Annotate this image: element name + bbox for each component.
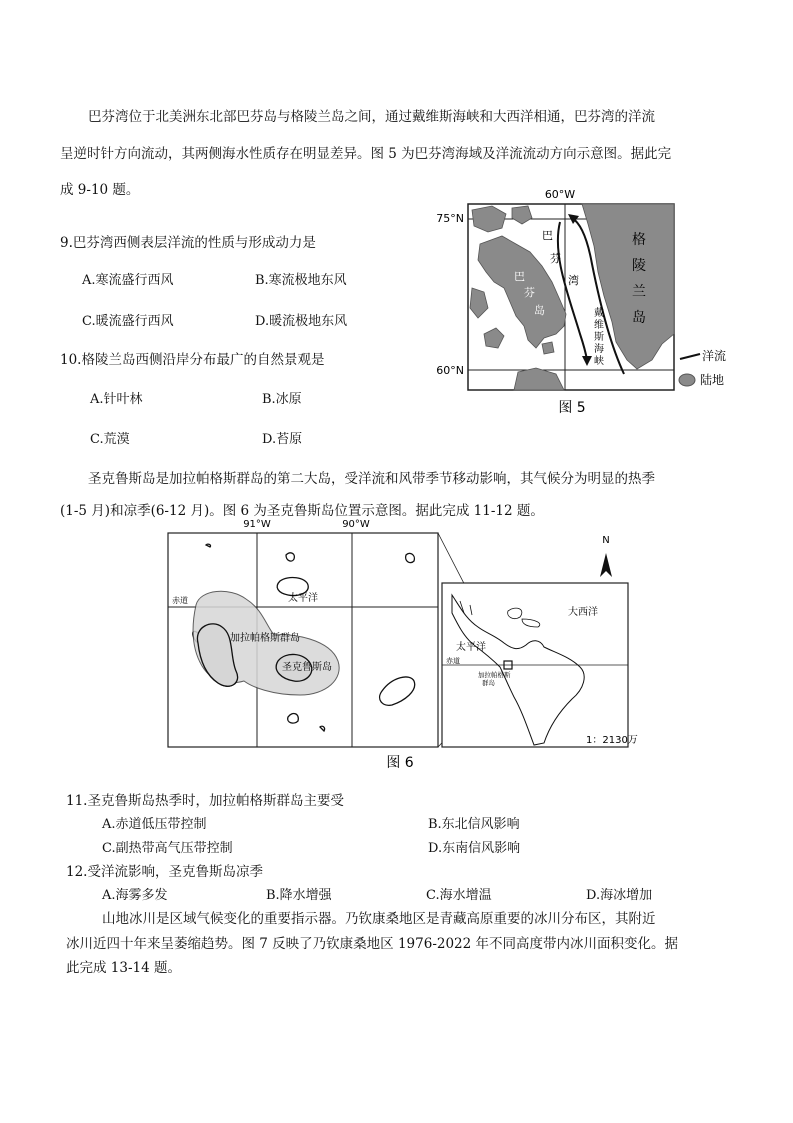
north-arrow-icon	[600, 553, 612, 577]
question-12-option-c: C.海水增温	[426, 888, 492, 903]
inset-equator-label: 赤道	[446, 657, 460, 665]
label-baffin-island-2: 芬	[524, 286, 535, 299]
label-baffin-island-3: 岛	[534, 304, 545, 317]
intro-baffin-line3: 成 9-10 题。	[60, 182, 140, 198]
question-10-option-a: A.针叶林	[90, 392, 143, 407]
legend-land-label: 陆地	[700, 373, 725, 387]
inset-galapagos-label-2: 群岛	[482, 679, 495, 687]
question-11-stem: 11.圣克鲁斯岛热季时，加拉帕格斯群岛主要受	[66, 793, 344, 809]
inset-galapagos-label-1: 加拉帕格斯	[478, 671, 511, 679]
fig6-equator-label: 赤道	[172, 596, 188, 605]
intro-santa-cruz-line1: 圣克鲁斯岛是加拉帕格斯群岛的第二大岛，受洋流和风带季节移动影响，其气候分为明显的热季	[88, 471, 655, 487]
question-10-option-d: D.苔原	[262, 432, 303, 447]
label-greenland-3: 兰	[632, 284, 646, 300]
inset-atlantic-label: 大西洋	[568, 607, 598, 618]
question-9-option-d: D.暖流极地东风	[255, 314, 348, 329]
label-davis-5: 峡	[594, 356, 604, 367]
fig5-lon-label: 60°W	[544, 188, 576, 201]
question-9-option-b: B.寒流极地东风	[255, 273, 347, 288]
fig5-lat-bottom-label: 60°N	[436, 364, 464, 377]
label-davis-4: 海	[594, 344, 604, 355]
label-baffin-bay-3: 湾	[568, 274, 579, 287]
question-12-stem: 12.受洋流影响，圣克鲁斯岛凉季	[66, 864, 263, 880]
label-baffin-bay-2: 芬	[550, 252, 561, 265]
question-10-option-c: C.荒漠	[90, 432, 130, 447]
question-11-option-c: C.副热带高气压带控制	[102, 841, 233, 856]
label-baffin-bay-1: 巴	[542, 229, 553, 242]
intro-glacier-line2: 冰川近四十年来呈萎缩趋势。图 7 反映了乃钦康桑地区 1976-2022 年不同高度带内冰川面积变化。据	[66, 936, 679, 952]
fig5-lat-top-label: 75°N	[436, 212, 464, 225]
fig6-lon1-label: 91°W	[243, 519, 271, 530]
fig6-pacific-label: 太平洋	[288, 593, 318, 604]
figure-6-caption: 图 6	[386, 755, 414, 771]
intro-baffin-line2: 呈逆时针方向流动，其两侧海水性质存在明显差异。图 5 为巴芬湾海域及洋流流动方向示意图。据此完	[60, 146, 672, 162]
question-12-option-a: A.海雾多发	[102, 888, 168, 903]
label-davis-1: 戴	[594, 308, 604, 319]
figure-6-galapagos-map	[160, 515, 640, 775]
label-greenland-4: 岛	[632, 310, 646, 326]
fig6-galapagos-label: 加拉帕格斯群岛	[230, 633, 300, 644]
legend-current-label: 洋流	[702, 349, 727, 363]
intro-baffin-line1: 巴芬湾位于北美洲东北部巴芬岛与格陵兰岛之间，通过戴维斯海峡和大西洋相通，巴芬湾的洋流	[88, 109, 655, 125]
fig6-lon2-label: 90°W	[342, 519, 370, 530]
fig6-santa-cruz-label: 圣克鲁斯岛	[282, 662, 332, 673]
question-11-option-b: B.东北信风影响	[428, 817, 520, 832]
intro-glacier-line1: 山地冰川是区域气候变化的重要指示器。乃钦康桑地区是青藏高原重要的冰川分布区，其附近	[102, 911, 656, 927]
intro-glacier-line3: 此完成 13-14 题。	[66, 960, 182, 976]
intro-santa-cruz-line2: (1-5 月)和凉季(6-12 月)。图 6 为圣克鲁斯岛位置示意图。据此完成 11-12 题。	[60, 503, 544, 519]
figure-5-caption: 图 5	[558, 400, 586, 416]
question-12-option-d: D.海冰增加	[586, 888, 653, 903]
label-baffin-island-1: 巴	[514, 270, 525, 283]
question-12-option-b: B.降水增强	[266, 888, 332, 903]
label-davis-3: 斯	[594, 332, 604, 343]
question-9-option-a: A.寒流盛行西风	[82, 273, 174, 288]
question-10-option-b: B.冰原	[262, 392, 302, 407]
question-10-stem: 10.格陵兰岛西侧沿岸分布最广的自然景观是	[60, 352, 325, 368]
question-11-option-d: D.东南信风影响	[428, 841, 521, 856]
figure-5-baffin-bay-map	[432, 184, 732, 424]
label-davis-2: 维	[594, 320, 604, 331]
inset-scale-label: 1：2130万	[586, 735, 638, 746]
label-greenland-2: 陵	[632, 258, 646, 274]
label-greenland-1: 格	[632, 232, 646, 248]
inset-pacific-label: 太平洋	[456, 642, 486, 653]
question-9-stem: 9.巴芬湾西侧表层洋流的性质与形成动力是	[60, 235, 316, 251]
question-9-option-c: C.暖流盛行西风	[82, 314, 174, 329]
north-label: N	[602, 535, 610, 546]
question-11-option-a: A.赤道低压带控制	[102, 817, 207, 832]
